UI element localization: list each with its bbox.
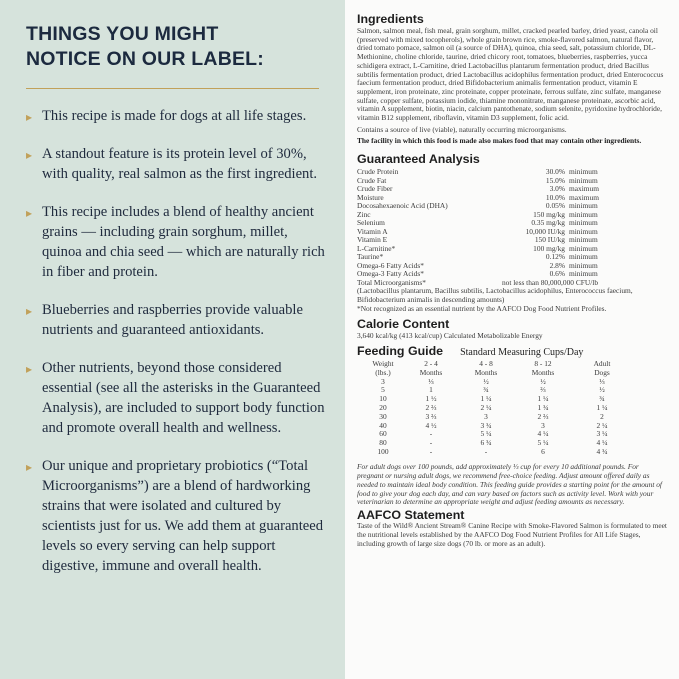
triangle-bullet-icon: ▸ xyxy=(26,362,33,376)
table-cell: 3 ¼ xyxy=(596,429,608,439)
table-cell: ½ xyxy=(599,385,605,395)
nutrient-value: 0.35 mg/kg xyxy=(531,218,565,228)
table-cell: 2 ⅔ xyxy=(537,411,549,421)
nutrient-basis: minimum xyxy=(569,209,598,219)
probiotic-strains: (Lactobacillus plantarum, Bacillus subtilis, Lactobacillus acidophilus, Enterococcus faecium, Bifidobacterium animalis in descending amounts) xyxy=(357,286,633,304)
ingredients-list: Salmon, salmon meal, fish meal, grain sorghum, millet, cracked pearled barley, dried yeast, canola oil (preserved with mixed tocopherols), whole grain brown rice, smoke-flavored salmon, natural flavor, dried tomato pomace, salmon oil (a source of DHA), quinoa, chia seed, salt, potassium chloride, DL-Methionine, choline chloride, taurine, dried chicory root, tomatoes, blueberries, raspberries, yucca schidigera extract, L-Carnitine, dried Lactobacillus plantarum fermentation product, dried Bacillus subtilis fermentation product, dried Lactobacillus acidophilus fermentation product, dried Enterococcus faecium fermentation product, dried Bifidobacterium animalis fermentation product, vitamin E supplement, iron proteinate, zinc proteinate, copper proteinate, ferrous sulfate, zinc sulfate, manganese sulfate, copper sulfate, potassium iodide, thiamine mononitrate, manganese proteinate, ascorbic acid, vitamin A supplement, biotin, niacin, calcium pantothenate, sodium selenite, pyridoxine hydrochloride, vitamin B12 supplement, riboflavin, vitamin D3 supplement, folic acid. xyxy=(357,26,664,123)
nutrient-name: Moisture xyxy=(357,192,384,202)
table-cell: 1 ¼ xyxy=(480,394,492,404)
panel-title-line-2: NOTICE ON OUR LABEL: xyxy=(26,48,264,70)
table-cell: 1 ½ xyxy=(425,394,437,404)
table-cell: 2 ⅔ xyxy=(425,403,437,413)
table-cell: 5 ¼ xyxy=(480,429,492,439)
table-cell: - xyxy=(429,438,433,448)
column-header: 4 - 8 xyxy=(479,359,493,369)
triangle-bullet-icon: ▸ xyxy=(26,148,33,162)
table-row xyxy=(361,422,633,431)
table-cell: ⅓ xyxy=(428,376,434,386)
table-cell: 6 xyxy=(541,447,545,457)
table-row xyxy=(361,395,633,404)
highlight-list xyxy=(26,106,331,576)
nutrient-basis: maximum xyxy=(569,192,599,202)
table-cell: 4 ¼ xyxy=(596,438,608,448)
table-cell: - xyxy=(484,447,488,457)
column-header: 8 - 12 xyxy=(534,359,552,369)
table-row xyxy=(357,245,665,254)
bullet-text: Other nutrients, beyond those considered essential (see all the asterisks in the Guaranteed Analysis), are included to support body function and promote overall health and wellness. xyxy=(42,360,325,436)
table-cell: 5 xyxy=(381,385,385,395)
table-cell: ¾ xyxy=(483,385,489,395)
feeding-guide-title: Feeding Guide xyxy=(357,344,444,359)
table-cell: 60 xyxy=(379,429,387,439)
nutrient-name: Docosahexaenoic Acid (DHA) xyxy=(357,201,448,211)
table-row xyxy=(357,236,665,245)
table-row xyxy=(357,177,665,186)
facility-statement: The facility in which this food is made also makes food that may contain other ingredients. xyxy=(357,136,642,146)
table-cell: 5 ¼ xyxy=(537,438,549,448)
nutrient-name: Crude Protein xyxy=(357,167,399,177)
bullet-text: Our unique and proprietary probiotics (“Total Microorganisms”) are a blend of hardworking strains that were isolated and cultured by scientists just for us. We add them at guaranteed levels so every serving can help support digestive, immune and overall health. xyxy=(42,458,324,574)
nutrient-value: 3.0% xyxy=(549,184,565,194)
total-microorganisms-label: Total Microorganisms* xyxy=(357,277,426,287)
nutrient-basis: minimum xyxy=(569,226,598,236)
nutrient-name: Omega-6 Fatty Acids* xyxy=(357,260,424,270)
table-cell: ⅓ xyxy=(599,376,605,386)
list-item xyxy=(26,456,331,576)
nutrient-basis: minimum xyxy=(569,269,598,279)
table-cell: 80 xyxy=(379,438,387,448)
table-row xyxy=(361,413,633,422)
table-row xyxy=(357,219,665,228)
table-cell: ½ xyxy=(483,376,489,386)
triangle-bullet-icon: ▸ xyxy=(26,206,33,220)
bullet-text: This recipe is made for dogs at all life stages. xyxy=(42,108,307,124)
triangle-bullet-icon: ▸ xyxy=(26,304,33,318)
list-item xyxy=(26,106,331,126)
table-cell: 6 ¾ xyxy=(480,438,492,448)
table-row xyxy=(357,211,665,220)
table-cell: 3 ⅔ xyxy=(425,411,437,421)
table-cell: 100 xyxy=(377,447,389,457)
table-cell: 4 ½ xyxy=(425,420,437,430)
table-cell: 3 xyxy=(541,420,545,430)
nutrient-name: Omega-3 Fatty Acids* xyxy=(357,269,424,279)
nutrient-basis: minimum xyxy=(569,201,598,211)
table-row xyxy=(357,202,665,211)
nutrient-name: L-Carnitine* xyxy=(357,243,396,253)
table-cell: 10 xyxy=(379,394,387,404)
nutrient-basis: minimum xyxy=(569,252,598,262)
nutrient-value: 10,000 IU/kg xyxy=(525,226,565,236)
triangle-bullet-icon: ▸ xyxy=(26,110,33,124)
aafco-statement-text: Taste of the Wild® Ancient Stream® Canine Recipe with Smoke-Flavored Salmon is formulated to meet the nutritional levels established by the AAFCO Dog Food Nutrient Profiles for All Life Stages, including growth of large size dogs (70 lb. or more as an adult). xyxy=(357,521,667,548)
table-cell: 2 xyxy=(600,411,604,421)
total-microorganisms-value: not less than 80,000,000 CFU/lb xyxy=(501,277,599,287)
feeding-guide-subtitle: Standard Measuring Cups/Day xyxy=(460,347,584,359)
feeding-guide-table xyxy=(361,360,633,457)
nutrient-basis: minimum xyxy=(569,167,598,177)
table-cell: 1 ¼ xyxy=(537,394,549,404)
table-cell: 4 ¾ xyxy=(596,447,608,457)
nutrient-value: 15.0% xyxy=(545,175,565,185)
header-row xyxy=(361,360,633,369)
table-cell: ½ xyxy=(540,376,546,386)
table-cell: 1 ¼ xyxy=(596,403,608,413)
table-row xyxy=(357,228,665,237)
list-item xyxy=(26,300,331,340)
header-row xyxy=(361,369,633,378)
list-item xyxy=(26,202,331,282)
nutrient-value: 0.12% xyxy=(545,252,565,262)
nutrient-name: Selenium xyxy=(357,218,385,228)
feeding-guide-note: For adult dogs over 100 pounds, add approximately ⅓ cup for every 10 additional pounds. For pregnant or nursing adult dogs, we recommend free-choice feeding. Adjust amount offered daily as needed to maintain ideal body condition. This feeding guide provides a starting point for the amount of food to give your dog each day, and can vary based on factors such as activity level. Work with your veterinarian to determine an appropriate weight and adjust feeding amounts as necessary. xyxy=(357,461,662,507)
nutrition-label-panel xyxy=(345,0,679,679)
feeding-guide-header xyxy=(357,345,667,358)
column-header: Dogs xyxy=(594,367,610,377)
table-cell: - xyxy=(429,429,433,439)
column-header: Months xyxy=(531,367,555,377)
table-cell: 1 xyxy=(429,385,433,395)
nutrient-value: 100 mg/kg xyxy=(533,243,565,253)
column-header: Months xyxy=(474,367,498,377)
table-cell: ¾ xyxy=(599,394,605,404)
nutrient-basis: maximum xyxy=(569,184,599,194)
nutrient-name: Crude Fiber xyxy=(357,184,393,194)
panel-title xyxy=(26,22,331,72)
table-row xyxy=(361,404,633,413)
nutrient-value: 0.05% xyxy=(545,201,565,211)
nutrient-value: 150 IU/kg xyxy=(534,235,565,245)
column-header: Weight xyxy=(372,359,394,369)
nutrient-name: Vitamin E xyxy=(357,235,388,245)
nutrient-value: 30.0% xyxy=(545,167,565,177)
nutrient-basis: minimum xyxy=(569,218,598,228)
table-cell: 1 ¾ xyxy=(537,403,549,413)
table-cell: 3 ¾ xyxy=(480,420,492,430)
nutrient-value: 10.0% xyxy=(545,192,565,202)
triangle-bullet-icon: ▸ xyxy=(26,460,33,474)
nutrient-basis: minimum xyxy=(569,243,598,253)
table-row xyxy=(361,448,633,457)
table-cell: 4 ¼ xyxy=(537,429,549,439)
table-cell: 2 ¼ xyxy=(596,420,608,430)
table-cell: 40 xyxy=(379,420,387,430)
guaranteed-analysis-title: Guaranteed Analysis xyxy=(357,152,480,167)
aafco-statement-title: AAFCO Statement xyxy=(357,508,465,523)
table-cell: 2 ¼ xyxy=(480,403,492,413)
table-row xyxy=(361,386,633,395)
nutrient-name: Zinc xyxy=(357,209,371,219)
list-item xyxy=(26,358,331,438)
guaranteed-analysis-table xyxy=(357,168,665,279)
nutrient-value: 2.8% xyxy=(549,260,565,270)
table-cell: 30 xyxy=(379,411,387,421)
bullet-text: Blueberries and raspberries provide valuable nutrients and guaranteed antioxidants. xyxy=(42,302,303,338)
table-cell: 3 xyxy=(484,411,488,421)
column-header: Adult xyxy=(593,359,611,369)
title-divider xyxy=(26,88,319,89)
nutrient-basis: minimum xyxy=(569,235,598,245)
nutrient-name: Taurine* xyxy=(357,252,384,262)
nutrient-basis: minimum xyxy=(569,175,598,185)
panel-title-line-1: THINGS YOU MIGHT xyxy=(26,23,219,45)
table-row xyxy=(361,439,633,448)
table-cell: 3 xyxy=(381,376,385,386)
analysis-footnote: *Not recognized as an essential nutrient by the AAFCO Dog Food Nutrient Profiles. xyxy=(357,303,607,313)
nutrient-value: 0.6% xyxy=(549,269,565,279)
bullet-text: This recipe includes a blend of healthy ancient grains — including grain sorghum, millet, quinoa and chia seed — which are naturally rich in fiber and protein. xyxy=(42,204,325,280)
column-header: (lbs.) xyxy=(375,367,391,377)
bullet-text: A standout feature is its protein level of 30%, with quality, real salmon as the first ingredient. xyxy=(42,146,318,182)
nutrient-name: Crude Fat xyxy=(357,175,387,185)
table-cell: - xyxy=(429,447,433,457)
table-row xyxy=(357,185,665,194)
table-row xyxy=(361,430,633,439)
column-header: 2 - 4 xyxy=(424,359,438,369)
calorie-content-text: 3,640 kcal/kg (413 kcal/cup) Calculated Metabolizable Energy xyxy=(357,331,543,341)
table-cell: ⅔ xyxy=(540,385,546,395)
nutrient-value: 150 mg/kg xyxy=(533,209,565,219)
table-row xyxy=(361,378,633,387)
column-header: Months xyxy=(419,367,443,377)
ingredients-title: Ingredients xyxy=(357,12,424,26)
calorie-content-title: Calorie Content xyxy=(357,317,450,332)
list-item xyxy=(26,144,331,184)
microorganisms-note: Contains a source of live (viable), naturally occurring microorganisms. xyxy=(357,124,567,134)
nutrient-name: Vitamin A xyxy=(357,226,388,236)
table-cell: 20 xyxy=(379,403,387,413)
table-row xyxy=(357,168,665,177)
nutrient-basis: minimum xyxy=(569,260,598,270)
